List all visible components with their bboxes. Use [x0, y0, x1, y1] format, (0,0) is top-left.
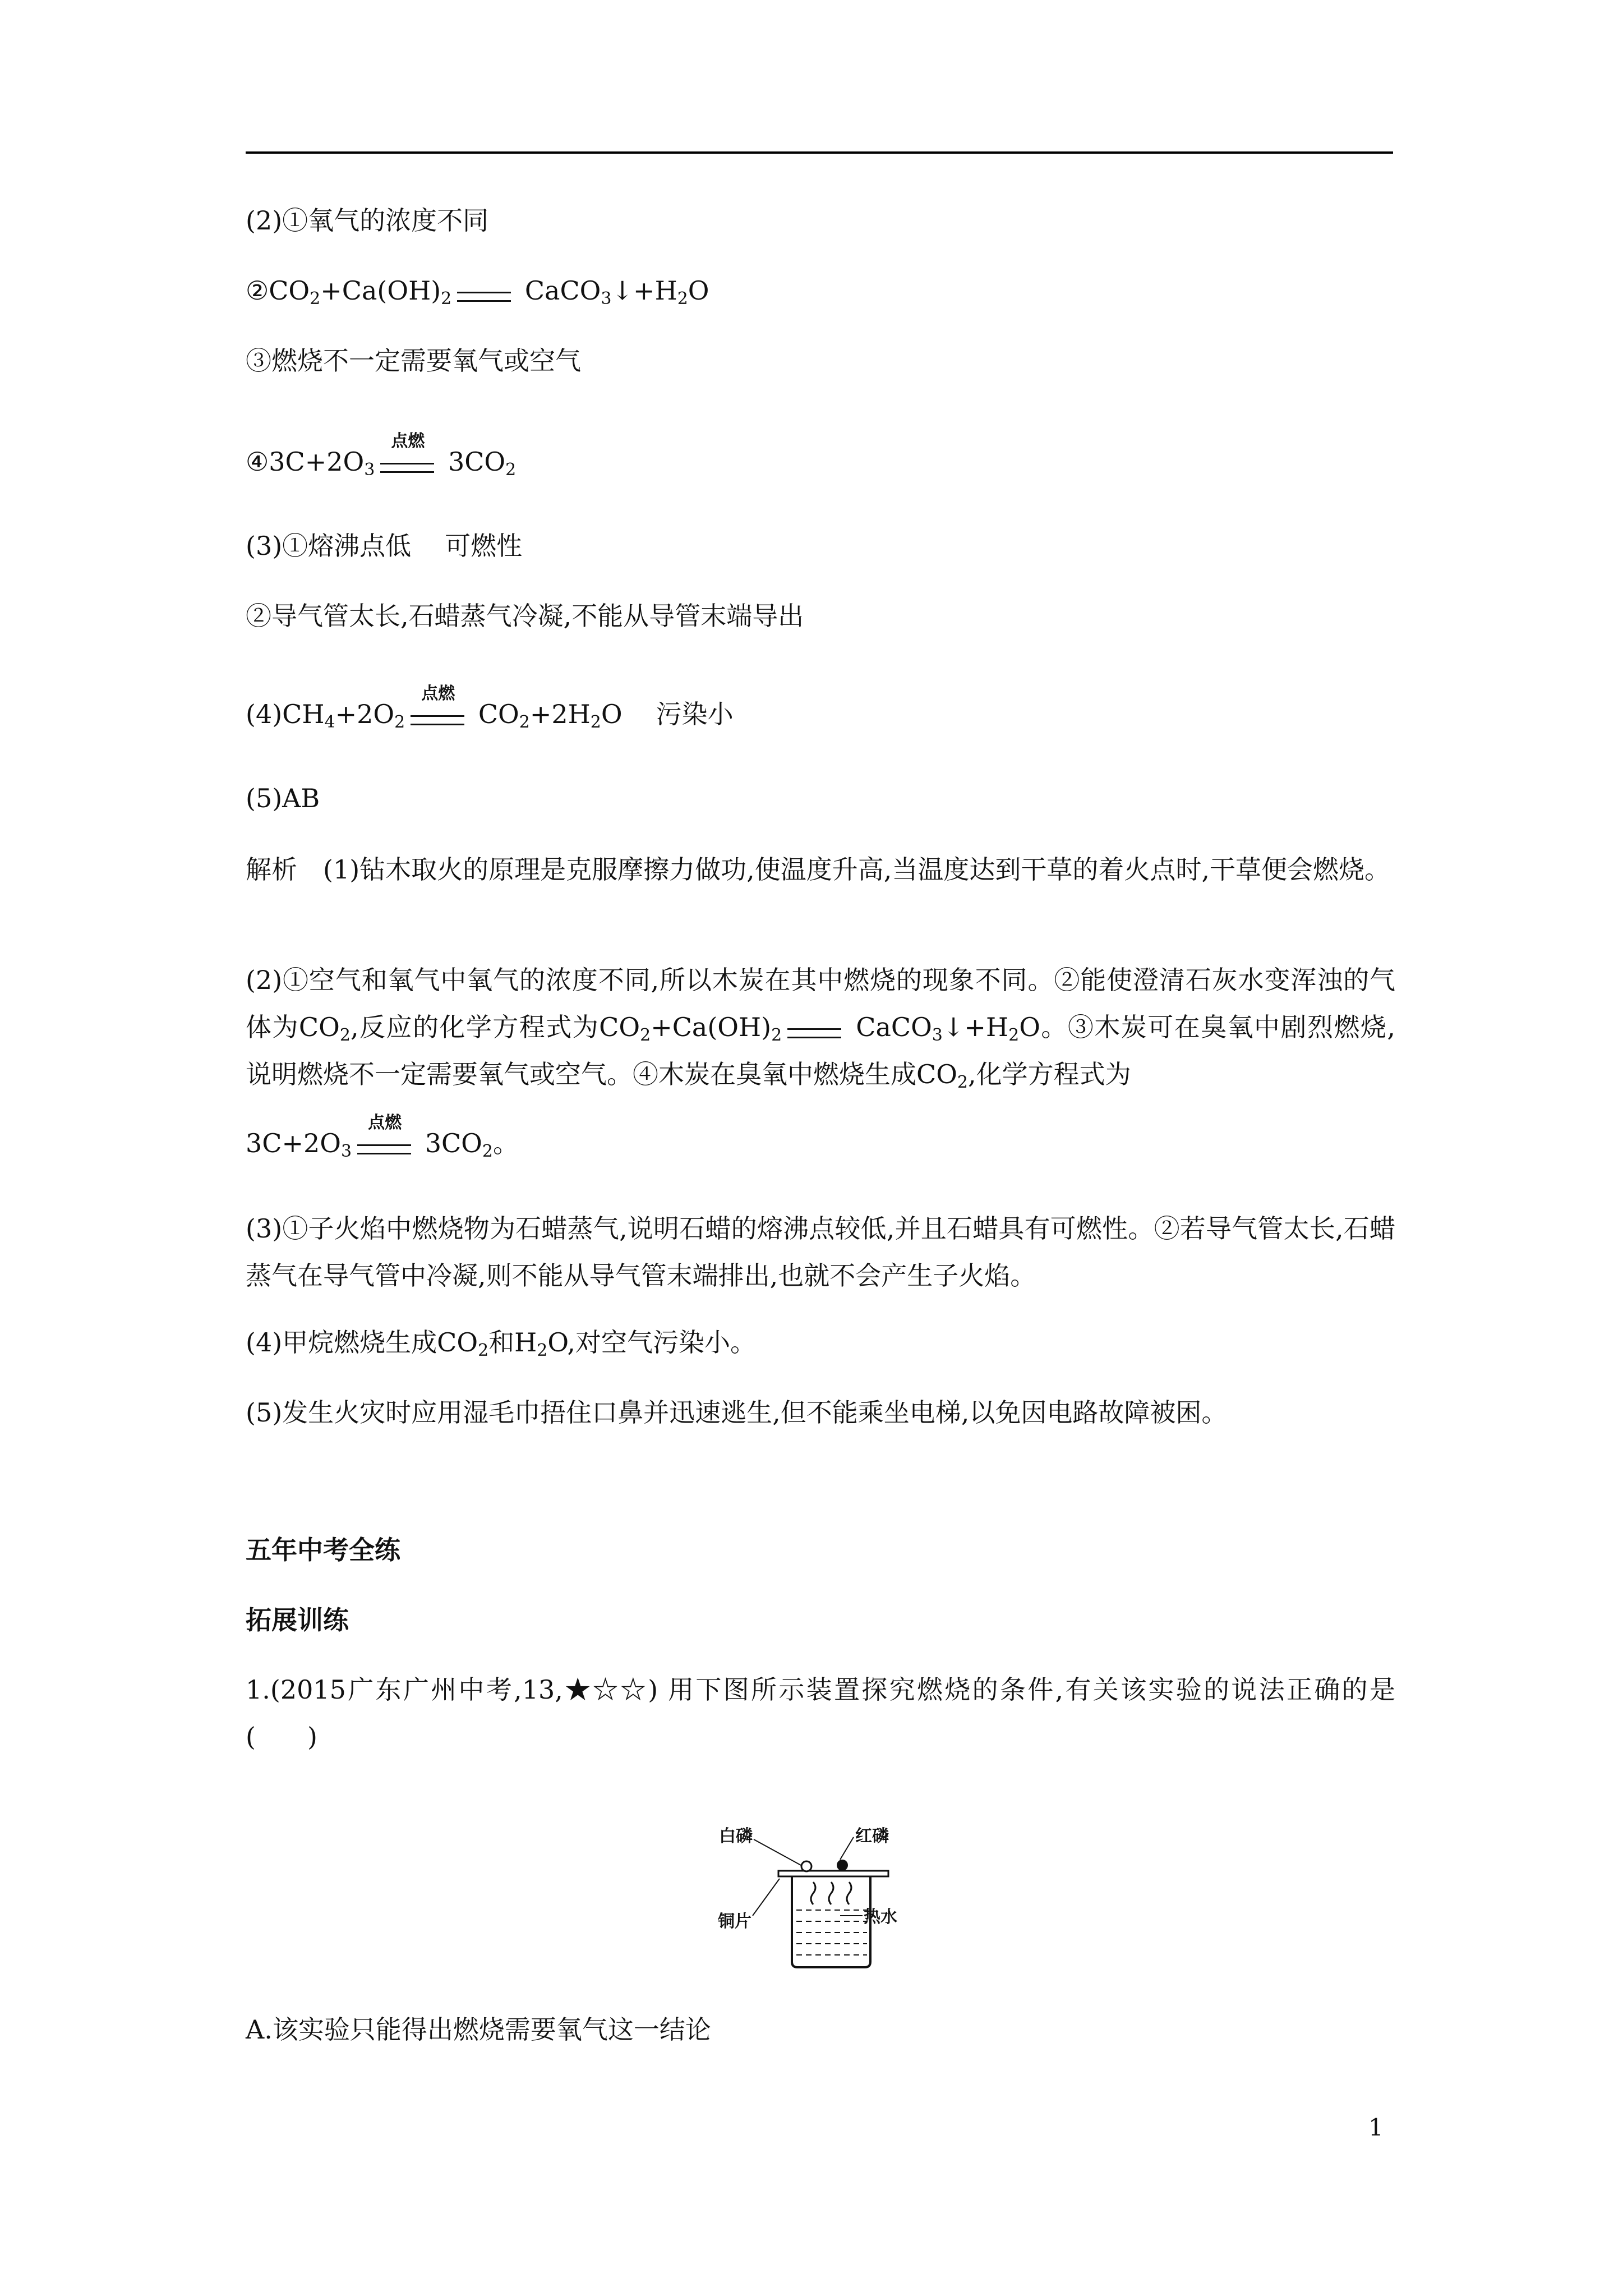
answer-2-1: (2)①氧气的浓度不同 — [246, 205, 489, 236]
answer-5: (5)AB — [246, 783, 320, 813]
ignition-equals-sign: 点燃 — [357, 1134, 411, 1157]
label-white-phosphorus: 白磷 — [719, 1826, 753, 1846]
option-a: A.该实验只能得出燃烧需要氧气这一结论 — [246, 2014, 711, 2045]
answer-3-1: (3)①熔沸点低 可燃性 — [246, 531, 523, 561]
equals-sign — [787, 1018, 841, 1041]
answer-3-2: ②导气管太长,石蜡蒸气冷凝,不能从导管末端导出 — [246, 601, 804, 631]
page-number: 1 — [1368, 2114, 1384, 2141]
analysis-paragraph-4: (4)甲烷燃烧生成$CO_2$和$H_2O$,对空气污染小。 — [246, 1327, 757, 1360]
steam-icon — [811, 1882, 851, 1904]
subsection-heading: 拓展训练 — [246, 1605, 349, 1635]
copper-sheet — [778, 1871, 888, 1876]
label-copper-sheet: 铜片 — [718, 1912, 751, 1931]
question-stem: 1.(2015广东广州中考,13,★☆☆) 用下图所示装置探究燃烧的条件,有关该实验的说法正确的是( ) — [246, 1674, 1395, 1752]
red-phosphorus — [837, 1860, 848, 1871]
ignition-equals-sign: 点燃 — [411, 705, 464, 728]
white-phosphorus — [801, 1861, 811, 1871]
water-level — [796, 1910, 867, 1955]
analysis-paragraph-3: (3)①子火焰中燃烧物为石蜡蒸气,说明石蜡的熔沸点较低,并且石蜡具有可燃性。②若导气管太长,石蜡蒸气在导气管中冷凝,则不能从导气管末端排出,也就不会产生子火焰。 — [246, 1213, 1395, 1291]
answer-2-2-equation: $②CO_2+Ca(OH)_2$ $CaCO_3↓+H_2O$ — [246, 275, 709, 309]
analysis-paragraph-5: (5)发生火灾时应用湿毛巾捂住口鼻并迅速逃生,但不能乘坐电梯,以免因电路故障被困。 — [246, 1397, 1228, 1428]
equals-sign — [457, 282, 511, 304]
ignition-equals-sign: 点燃 — [380, 453, 434, 475]
analysis-equation: $3C+2O_3$ 点燃 $3CO_2$。 — [246, 1113, 519, 1161]
label-red-phosphorus: 红磷 — [855, 1826, 889, 1846]
answer-2-3: ③燃烧不一定需要氧气或空气 — [246, 346, 581, 376]
label-hot-water: 热水 — [864, 1907, 897, 1927]
analysis-paragraph-1: 解析 (1)钻木取火的原理是克服摩擦力做功,使温度升高,当温度达到干草的着火点时,干草便会燃烧。 — [246, 854, 1391, 885]
analysis-paragraph-2: (2)①空气和氧气中氧气的浓度不同,所以木炭在其中燃烧的现象不同。②能使澄清石灰水变浑浊的气体为$CO_2$,反应的化学方程式为$CO_2+Ca(OH)_2$ $CaCO_3↓+H_2O$。③木炭可在臭氧中剧烈燃烧,说明燃烧不一定需要氧气或空气。④木炭在臭氧中燃烧生成$CO_2$,化学方程式为 — [246, 965, 1395, 1092]
answer-4-equation: $(4)CH_4+2O_2$ 点燃 $CO_2+2H_2O$ 污染小 — [246, 684, 734, 732]
section-heading: 五年中考全练 — [246, 1535, 400, 1565]
header-rule — [246, 151, 1393, 154]
experiment-apparatus-figure — [718, 1820, 909, 1972]
answer-2-4-equation: $④3C+2O_3$ 点燃 $3CO_2$ — [246, 431, 517, 480]
